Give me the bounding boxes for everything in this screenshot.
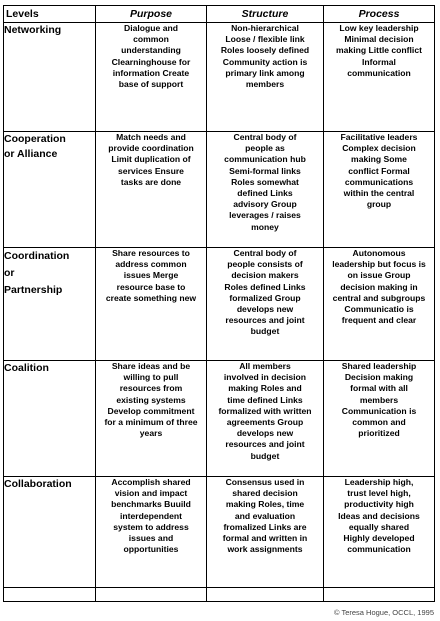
process-cell: Facilitative leaders Complex decision making Some conflict Formal communications within the central group <box>324 132 435 248</box>
process-cell: Low key leadership Minimal decision making Little conflict Informal communication <box>324 23 435 132</box>
structure-cell: Consensus used in shared decision making Roles, time and evaluation fromalized Links are formal and written in work assignments <box>207 477 324 588</box>
levels-table <box>3 5 435 602</box>
empty-cell <box>324 588 435 602</box>
table-row <box>4 23 435 132</box>
empty-cell <box>96 588 207 602</box>
header-purpose: Purpose <box>96 6 207 23</box>
level-name: Collaboration <box>4 477 96 588</box>
table-row <box>4 132 435 248</box>
empty-cell <box>207 588 324 602</box>
purpose-cell: Accomplish shared vision and impact benchmarks Buuild interdependent system to address issues and opportunities <box>96 477 207 588</box>
copyright-credit: © Teresa Hogue, OCCL, 1995 <box>333 608 434 617</box>
header-process: Process <box>324 6 435 23</box>
structure-cell: All members involved in decision making Roles and time defined Links formalized with written agreements Group develops new resources and joint budget <box>207 361 324 477</box>
table-row <box>4 477 435 588</box>
empty-row <box>4 588 435 602</box>
header-structure: Structure <box>207 6 324 23</box>
purpose-cell: Match needs and provide coordination Limit duplication of services Ensure tasks are done <box>96 132 207 248</box>
table-row <box>4 361 435 477</box>
process-cell: Shared leadership Decision making formal with all members Communication is common and prioritized <box>324 361 435 477</box>
process-cell: Leadership high, trust level high, productivity high Ideas and decisions equally shared Highly developed communication <box>324 477 435 588</box>
purpose-cell: Share ideas and be willing to pull resources from existing systems Develop commitment for a minimum of three years <box>96 361 207 477</box>
level-name: Cooperation or Alliance <box>4 132 96 248</box>
level-name: Coalition <box>4 361 96 477</box>
purpose-cell: Dialogue and common understanding Clearninghouse for information Create base of support <box>96 23 207 132</box>
header-levels: Levels <box>4 6 96 23</box>
table-row <box>4 248 435 361</box>
header-row <box>4 6 435 23</box>
structure-cell: Non-hierarchical Loose / flexible link Roles loosely defined Community action is primary link among members <box>207 23 324 132</box>
level-name: Networking <box>4 23 96 132</box>
purpose-cell: Share resources to address common issues Merge resource base to create something new <box>96 248 207 361</box>
structure-cell: Central body of people consists of decision makers Roles defined Links formalized Group develops new resources and joint budget <box>207 248 324 361</box>
level-name: Coordination or Partnership <box>4 248 96 361</box>
structure-cell: Central body of people as communication hub Semi-formal links Roles somewhat defined Links advisory Group leverages / raises money <box>207 132 324 248</box>
process-cell: Autonomous leadership but focus is on issue Group decision making in central and subgroups Communicatio is frequent and clear <box>324 248 435 361</box>
empty-cell <box>4 588 96 602</box>
